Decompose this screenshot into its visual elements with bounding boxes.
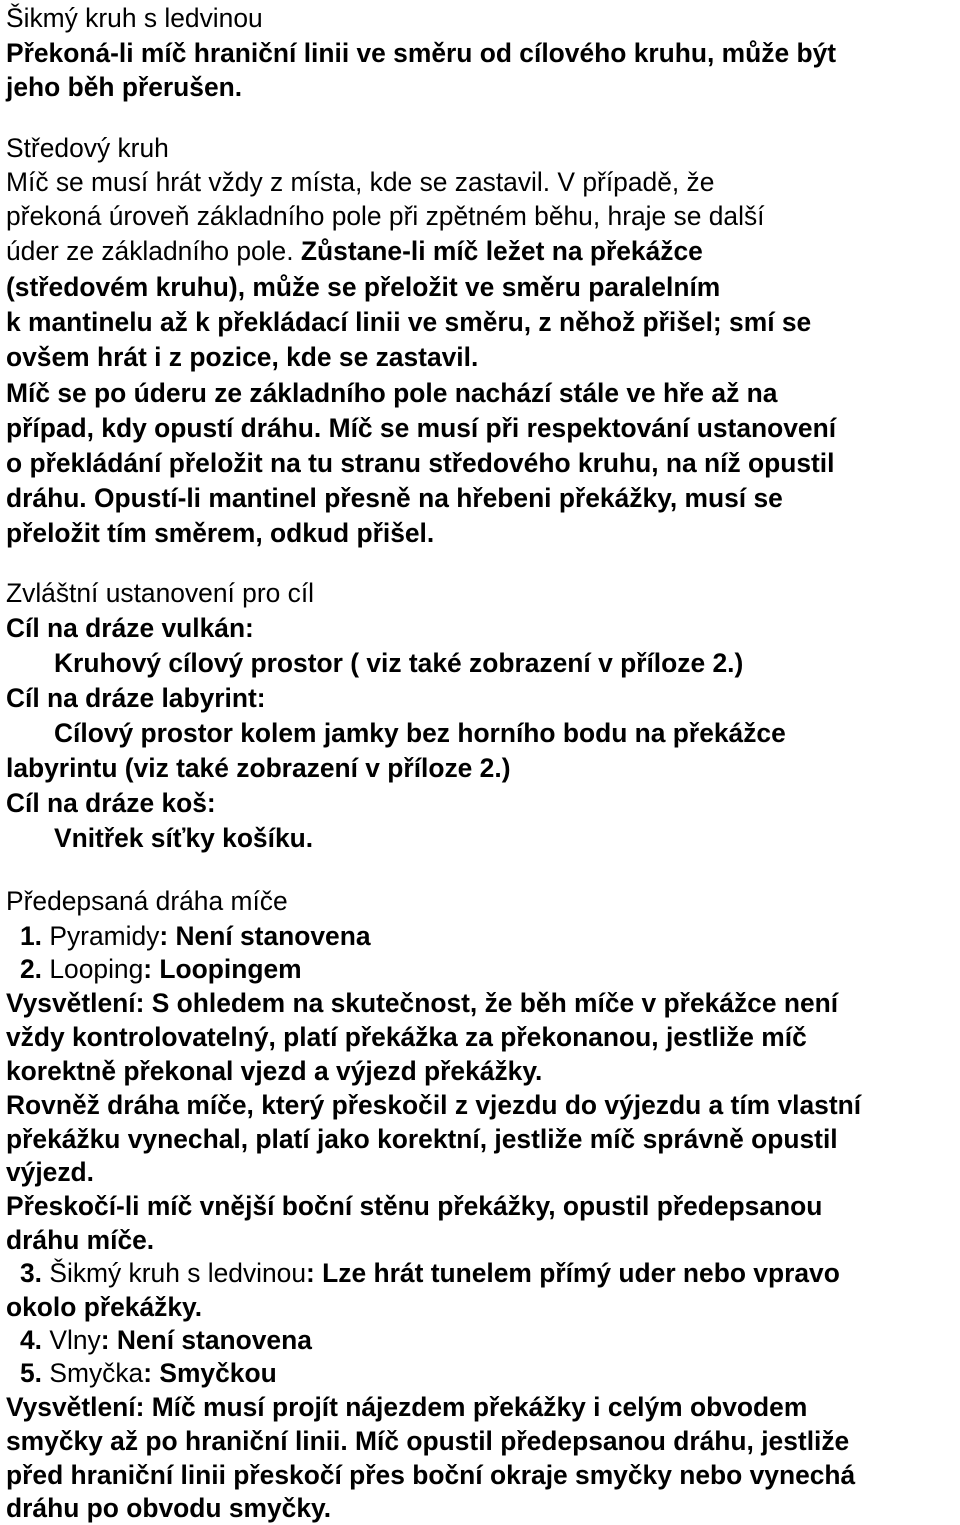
paragraph-line-mixed (6, 481, 783, 515)
paragraph-line: výjezd. (6, 1157, 95, 1187)
list-item-name: Pyramidy (49, 921, 160, 951)
list-item-name: Looping (49, 954, 144, 984)
paragraph-line: dráhu míče. (6, 1225, 155, 1255)
list-item-value: Není stanovena (109, 1325, 312, 1355)
paragraph-line: Cíl na dráze labyrint: (6, 683, 266, 713)
list-item (20, 919, 371, 953)
paragraph-line-indented: Vnitřek síťky košíku. (54, 823, 314, 853)
section-heading-stredovy-kruh: Středový kruh (6, 133, 169, 163)
list-item (20, 1323, 312, 1357)
paragraph-line: Míč se po úderu ze základního pole nachází stále ve hře až na (6, 378, 778, 408)
paragraph-span: dráhu. (6, 483, 87, 513)
list-item (20, 952, 302, 986)
list-item-name: Smyčka (49, 1358, 144, 1388)
paragraph-line-indented: Kruhový cílový prostor ( viz také zobrazení v příloze 2.) (54, 648, 744, 678)
paragraph-line: překážku vynechal, platí jako korektní, jestliže míč správně opustil (6, 1124, 838, 1154)
paragraph-line: (středovém kruhu), může se přeložit ve směru paralelním (6, 272, 721, 302)
list-item-number: 4. (20, 1325, 43, 1355)
section-heading-zvlastni: Zvláštní ustanovení pro cíl (6, 578, 315, 608)
list-item (20, 1356, 277, 1390)
list-item (20, 1256, 840, 1290)
paragraph-line: vždy kontrolovatelný, platí překážka za překonanou, jestliže míč (6, 1022, 807, 1052)
list-item-sep: : (306, 1258, 315, 1288)
paragraph-line: o překládání přeložit na tu stranu středového kruhu, na níž opustil (6, 448, 835, 478)
paragraph-span: úder ze základního pole. (6, 236, 294, 266)
paragraph-span: Opustí-li mantinel přesně na hřebeni překážky, musí se (94, 483, 783, 513)
paragraph-line: Vysvětlení: Míč musí projít nájezdem překážky i celým obvodem (6, 1392, 808, 1422)
paragraph-line: jeho běh přerušen. (6, 72, 243, 102)
list-item-number: 1. (20, 921, 43, 951)
section-heading-sikmy-kruh: Šikmý kruh s ledvinou (6, 3, 263, 33)
paragraph-line: přeložit tím směrem, odkud přišel. (6, 518, 435, 548)
paragraph-line: překoná úroveň základního pole při zpětném běhu, hraje se další (6, 201, 765, 231)
paragraph-line: Přeskočí-li míč vnější boční stěnu překážky, opustil předepsanou (6, 1191, 823, 1221)
list-item-number: 3. (20, 1258, 43, 1288)
paragraph-line: okolo překážky. (6, 1292, 203, 1322)
paragraph-line: Překoná-li míč hraniční linii ve směru od cílového kruhu, může být (6, 38, 837, 68)
paragraph-line: korektně překonal vjezd a výjezd překážky. (6, 1056, 543, 1086)
list-item-value: Není stanovena (168, 921, 371, 951)
paragraph-line: dráhu po obvodu smyčky. (6, 1493, 332, 1523)
list-item-value: Smyčkou (152, 1358, 277, 1388)
list-item-sep: : (143, 1358, 153, 1388)
paragraph-line-indented: Cílový prostor kolem jamky bez horního bodu na překážce (54, 718, 786, 748)
list-item-number: 5. (20, 1358, 43, 1388)
paragraph-line: Cíl na dráze koš: (6, 788, 216, 818)
paragraph-line: k mantinelu až k překládací linii ve směru, z něhož přišel; smí se (6, 307, 812, 337)
paragraph-line: Míč se musí hrát vždy z místa, kde se zastavil. V případě, že (6, 167, 715, 197)
list-item-name: Vlny (49, 1325, 101, 1355)
section-heading-predepsana: Předepsaná dráha míče (6, 886, 288, 916)
list-item-sep: : (143, 954, 153, 984)
paragraph-span: Míč se musí při respektování ustanovení (328, 413, 837, 443)
list-item-value: Lze hrát tunelem přímý uder nebo vpravo (314, 1258, 840, 1288)
paragraph-line: Vysvětlení: S ohledem na skutečnost, že běh míče v překážce není (6, 988, 839, 1018)
paragraph-line-mixed (6, 234, 703, 268)
list-item-number: 2. (20, 954, 43, 984)
paragraph-line-mixed (6, 411, 836, 445)
paragraph-line: Cíl na dráze vulkán: (6, 613, 254, 643)
list-item-sep: : (100, 1325, 110, 1355)
paragraph-line: Rovněž dráha míče, který přeskočil z vjezdu do výjezdu a tím vlastní (6, 1090, 862, 1120)
paragraph-line: před hraniční linii přeskočí přes boční okraje smyčky nebo vynechá (6, 1460, 856, 1490)
paragraph-line: labyrintu (viz také zobrazení v příloze 2.) (6, 753, 511, 783)
list-item-sep: : (159, 921, 169, 951)
paragraph-line: ovšem hrát i z pozice, kde se zastavil. (6, 342, 479, 372)
paragraph-span: Zůstane-li míč ležet na překážce (300, 236, 703, 266)
list-item-name: Šikmý kruh s ledvinou (49, 1258, 307, 1288)
list-item-value: Loopingem (152, 954, 302, 984)
paragraph-span: případ, kdy opustí dráhu. (6, 413, 322, 443)
paragraph-line: smyčky až po hraniční linii. Míč opustil předepsanou dráhu, jestliže (6, 1426, 850, 1456)
